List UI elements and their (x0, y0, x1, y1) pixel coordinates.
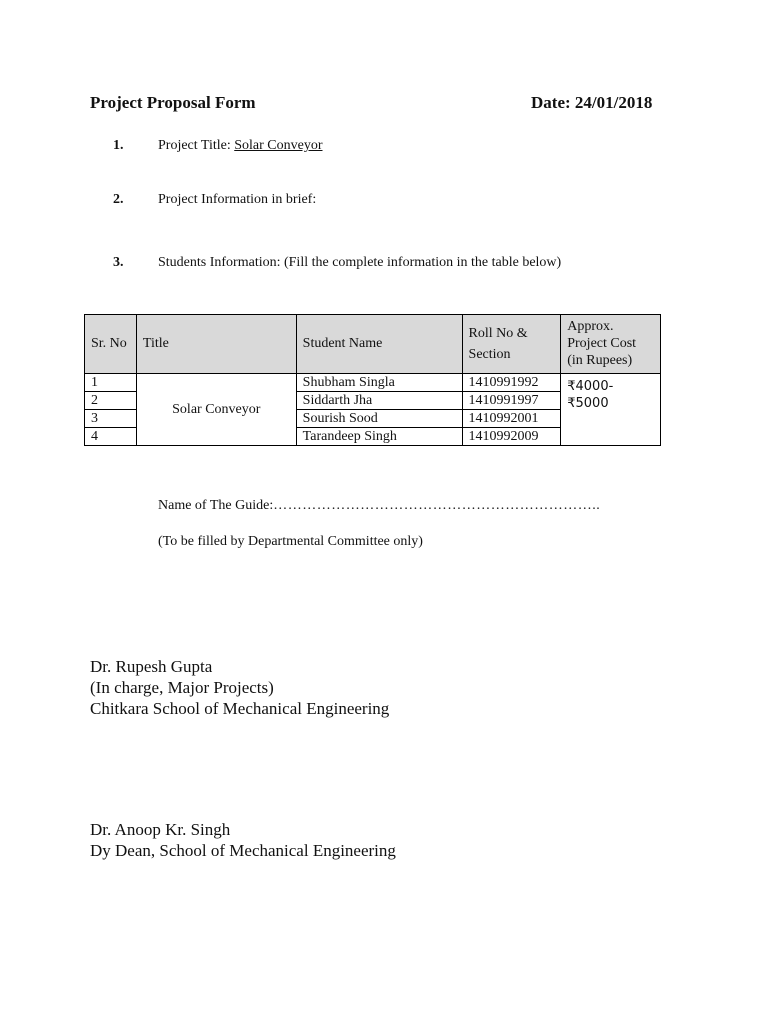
row-roll-no: 1410992001 (462, 410, 561, 428)
guide-label: Name of The Guide: (158, 498, 274, 513)
header-student-name: Student Name (296, 315, 462, 374)
row-roll-no: 1410991997 (462, 392, 561, 410)
signatory-block-1 (90, 656, 389, 719)
students-info-label: Students Information: (Fill the complete information in the table below) (158, 255, 562, 270)
committee-note: (To be filled by Departmental Committee only) (158, 534, 423, 549)
guide-blank: ………………………………………………………….. (273, 498, 601, 513)
project-title-label: Project Title: (158, 138, 235, 153)
students-table (84, 314, 661, 446)
row-student-name: Shubham Singla (296, 374, 462, 392)
row-sr: 2 (85, 392, 137, 410)
project-cost-cell: ₹4000-₹5000 (561, 374, 661, 446)
project-title-value: Solar Conveyor (234, 138, 323, 153)
signatory-name: Dr. Anoop Kr. Singh (90, 820, 231, 839)
signatory-block-2 (90, 819, 396, 861)
item-number-1: 1. (113, 138, 124, 153)
item-number-2: 2. (113, 192, 124, 207)
row-roll-no: 1410991992 (462, 374, 561, 392)
row-student-name: Siddarth Jha (296, 392, 462, 410)
signatory-name: Dr. Rupesh Gupta (90, 657, 213, 676)
header-cost: Approx. Project Cost (in Rupees) (561, 315, 661, 374)
table-row (85, 374, 661, 392)
signatory-role: (In charge, Major Projects) (90, 678, 274, 697)
header-sr-no: Sr. No (85, 315, 137, 374)
header-title: Title (136, 315, 296, 374)
table-header-row (85, 315, 661, 374)
row-sr: 3 (85, 410, 137, 428)
project-info-label: Project Information in brief: (158, 192, 317, 207)
row-student-name: Sourish Sood (296, 410, 462, 428)
form-date: Date: 24/01/2018 (531, 93, 653, 112)
row-student-name: Tarandeep Singh (296, 428, 462, 446)
signatory-role: Dy Dean, School of Mechanical Engineering (90, 841, 396, 860)
guide-line (158, 498, 600, 514)
form-title: Project Proposal Form (90, 93, 256, 112)
project-title-cell: Solar Conveyor (136, 374, 296, 446)
signatory-org: Chitkara School of Mechanical Engineering (90, 699, 390, 718)
row-roll-no: 1410992009 (462, 428, 561, 446)
row-sr: 4 (85, 428, 137, 446)
row-sr: 1 (85, 374, 137, 392)
project-title-item (158, 138, 323, 154)
item-number-3: 3. (113, 255, 124, 270)
header-roll-no: Roll No & Section (462, 315, 561, 374)
